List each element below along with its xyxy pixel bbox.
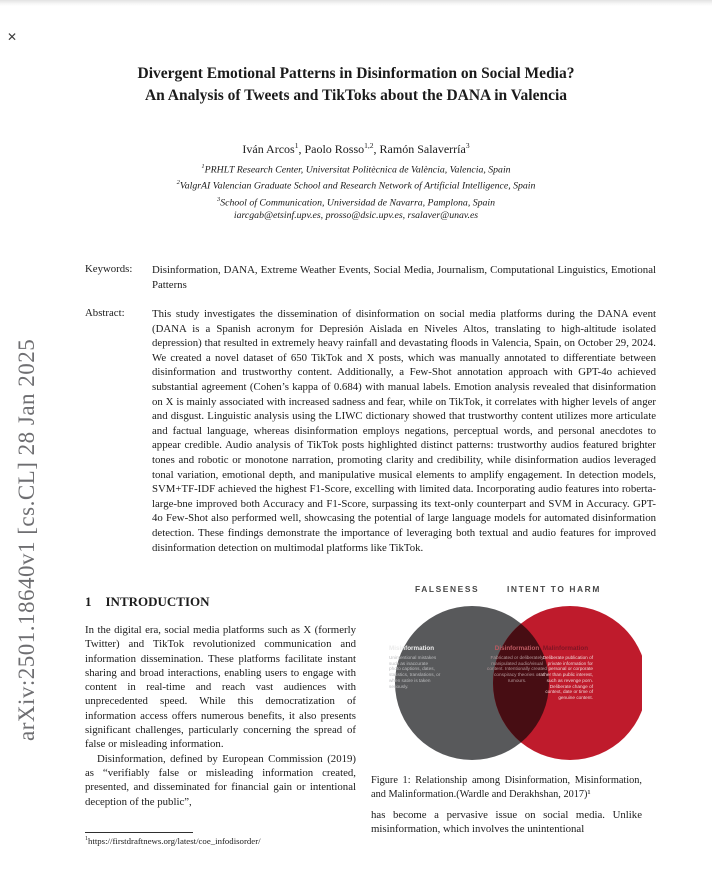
affil-text: School of Communication, Universidad de Navarra, Pamplona, Spain bbox=[220, 197, 496, 209]
footnote-text bbox=[85, 836, 356, 846]
author-name: Iván Arcos bbox=[242, 142, 295, 156]
authors-line bbox=[0, 141, 712, 157]
author bbox=[380, 142, 470, 156]
disinformation-title: Disinformation bbox=[494, 645, 540, 652]
author-name: Ramón Salaverría bbox=[379, 142, 466, 156]
falseness-label: FALSENESS bbox=[415, 584, 480, 594]
abstract-label: Abstract: bbox=[85, 307, 125, 319]
keywords-label: Keywords: bbox=[85, 263, 133, 275]
section-title: INTRODUCTION bbox=[105, 594, 210, 609]
affiliation-line bbox=[0, 160, 712, 176]
abstract-text: This study investigates the dissemination of disinformation on social media platforms during the DANA event (DANA is a Spanish acronym for Depresión Aislada en Niveles Altos, translating to high-altitude isolated depression) that resulted in extremely heavy rainfall and devastating floods in Valencia, Spain, on October 29, 2024. We created a novel dataset of 650 TikTok and X posts, which was manually annotated to differentiate between disinformation and trustworthy content. Additionally, a Few-Shot annotation approach with GPT-4o achieved substantial agreement (Cohen’s kappa of 0.684) with manual labels. Emotion analysis revealed that disinformation on X is mainly associated with increased sadness and fear, while on TikTok, it correlates with higher levels of anger and disgust. Linguistic analysis using the LIWC dictionary showed that trustworthy content utilizes more articulate and factual language, whereas disinformation employs negations, perceptual words, and personal anecdotes to appear credible. Audio analysis of TikTok posts highlighted distinct patterns: trustworthy audios featured brighter tones and robotic or monotone narration, promoting clarity and credibility, while disinformation audios leveraged tonal variation, emotional depth, and manipulative musical elements to amplify engagement. In detection models, SVM+TF-IDF achieved the highest F1-Score, excelling with limited data. Incorporating audio features into roberta-large-bne improved both Accuracy and F1-Score, surpassing its text-only counterpart and SVM in Accuracy. GPT-4o Few-Shot also performed well, showcasing the potential of large language models for automated disinformation detection. These findings demonstrate the importance of leveraging both textual and audio features for improved disinformation detection on multimodal platforms like TikTok. bbox=[152, 308, 656, 554]
author-name: Paolo Rosso bbox=[304, 142, 365, 156]
affil-sup: 1 bbox=[201, 163, 205, 170]
malinformation-desc: Deliberate publication of private information for personal or corporate rather than public interest, such as revenge porn. Deliberate change of context, date or time of genuine content. bbox=[538, 655, 593, 700]
section-heading-introduction bbox=[85, 594, 210, 610]
intro-paragraph-1: In the digital era, social media platforms such as X (formerly Twitter) and TikTok revolutionized communication and information dissemination. These platforms facilitate instant sharing and broad interactions, enabling users to engage with content in real-time and reach vast audiences with unprecedented speed. While this democratization of information access offers numerous benefits, it also presents significant challenges, particularly concerning the spread of false or misleading information. bbox=[85, 624, 356, 751]
intro-paragraph-2: Disinformation, defined by European Commission (2019) as “verifiably false or misleading information created, presented, and disseminated for financial gain or intentional deception of the public”, bbox=[85, 752, 356, 808]
section-number: 1 bbox=[85, 594, 92, 609]
author-separator: , bbox=[298, 142, 305, 156]
affiliations-block bbox=[0, 160, 712, 223]
figure1-venn-diagram bbox=[371, 601, 642, 765]
disinformation-desc: Fabricated or deliberately manipulated audio/visual content. Intentionally created conspiracy theories or rumours. bbox=[487, 655, 547, 683]
close-icon[interactable]: ✕ bbox=[7, 30, 18, 44]
footnote-marker: 1 bbox=[85, 836, 88, 843]
misinformation-desc: Unintentional mistakes such as inaccurate photo captions, dates, statistics, translations, or when satire is taken seriously. bbox=[389, 655, 441, 689]
paper-title bbox=[0, 63, 712, 106]
arxiv-watermark: arXiv:2501.18640v1 [cs.CL] 28 Jan 2025 bbox=[14, 338, 39, 741]
footnote-rule bbox=[85, 832, 193, 833]
intent-to-harm-label: INTENT TO HARM bbox=[507, 584, 601, 594]
affiliation-line bbox=[0, 176, 712, 192]
author-affil-sup: 3 bbox=[465, 141, 470, 150]
left-column bbox=[85, 623, 356, 809]
right-column bbox=[371, 584, 642, 837]
footnote-block bbox=[85, 832, 356, 846]
intro-paragraph-continuation: has become a pervasive issue on social media. Unlike misinformation, which involves the unintentional bbox=[371, 809, 642, 836]
author-emails: iarcgab@etsinf.upv.es, prosso@dsic.upv.es, rsalaver@unav.es bbox=[233, 210, 479, 222]
affil-sup: 2 bbox=[176, 179, 180, 187]
misinformation-title: Misinformation bbox=[389, 645, 435, 652]
misinformation-block bbox=[389, 645, 441, 689]
affil-text: PRHLT Research Center, Universitat Politècnica de València, Valencia, Spain bbox=[204, 164, 511, 176]
affil-sup: 3 bbox=[216, 195, 221, 203]
affiliation-line bbox=[0, 193, 712, 209]
figure1-caption: Figure 1: Relationship among Disinformation, Misinformation, and Malinformation.(Wardle and Derakhshan, 2017)¹ bbox=[371, 775, 642, 800]
malinformation-title: Malinformation bbox=[542, 645, 589, 652]
keywords-text: Disinformation, DANA, Extreme Weather Events, Social Media, Journalism, Computational Linguistics, Emotional Patterns bbox=[152, 264, 656, 291]
author bbox=[304, 142, 379, 156]
author-affil-sup: 1 bbox=[294, 141, 299, 150]
author-separator: , bbox=[373, 142, 380, 156]
venn-axis-labels bbox=[371, 584, 642, 597]
author bbox=[242, 142, 304, 156]
malinformation-block bbox=[538, 645, 593, 701]
footnote-url-link[interactable]: https://firstdraftnews.org/latest/coe_infodisorder/ bbox=[88, 836, 261, 846]
author-affil-sup: 1,2 bbox=[364, 141, 374, 150]
title-line-2: An Analysis of Tweets and TikToks about the DANA in Valencia bbox=[144, 86, 568, 104]
top-gradient bbox=[0, 0, 712, 6]
affil-text: ValgrAI Valencian Graduate School and Research Network of Artificial Intelligence, Spain bbox=[179, 180, 536, 192]
title-line-1: Divergent Emotional Patterns in Disinformation on Social Media? bbox=[137, 65, 575, 82]
